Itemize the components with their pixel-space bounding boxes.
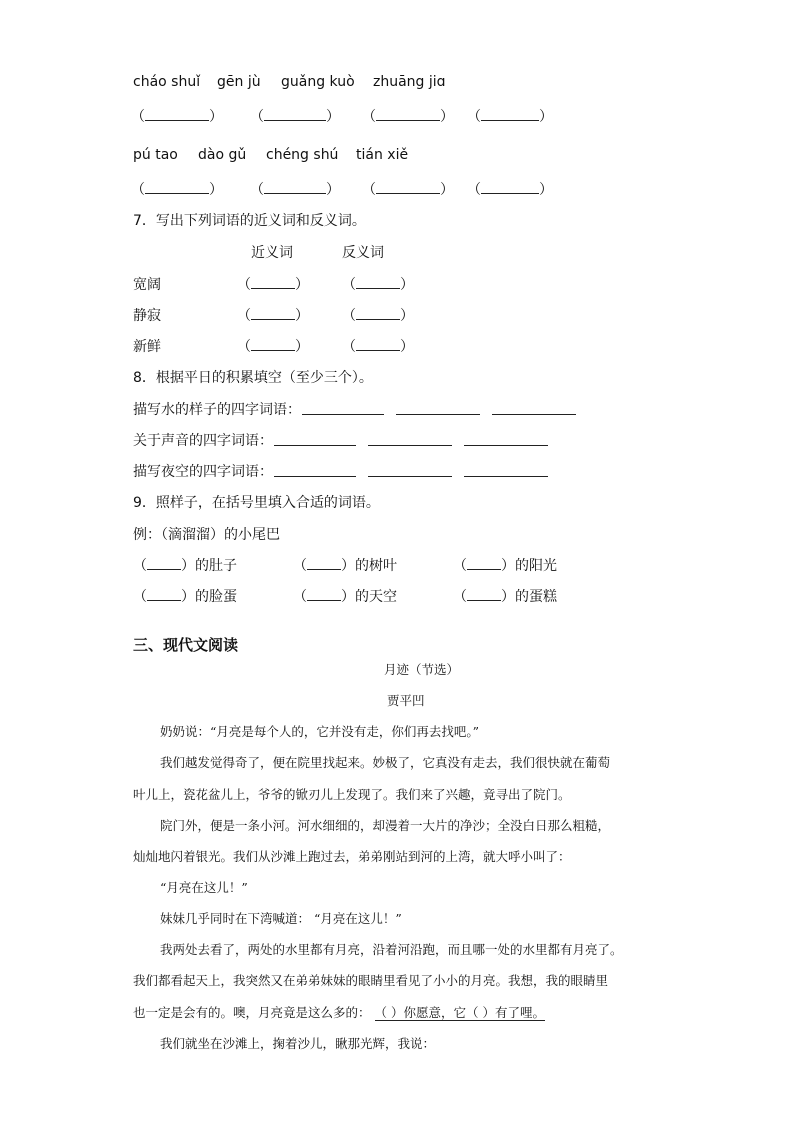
pinyin-item: zhuāng jiɑ <box>373 74 446 90</box>
answer-blank[interactable]: （ ） <box>131 182 223 198</box>
pinyin-item: pú tao <box>133 147 178 163</box>
pinyin-item: tián xiě <box>356 147 409 163</box>
passage-line: 奶奶说：“月亮是每个人的，它并没有走，你们再去找吧。” <box>160 724 480 739</box>
question-9-title: 9．照样子，在括号里填入合适的词语。 <box>133 495 380 511</box>
passage-line: 叶儿上，瓷花盆儿上，爷爷的锨刃儿上发现了。我们来了兴趣，竟寻出了院门。 <box>133 787 571 802</box>
fill-line[interactable] <box>274 445 356 446</box>
fill-line[interactable] <box>492 414 576 415</box>
q7-word: 宽阔 <box>133 277 161 293</box>
passage-author: 贾平凹 <box>387 693 425 708</box>
pinyin-item: guǎng kuò <box>281 74 355 90</box>
synonym-blank[interactable]: （ ） <box>237 277 309 293</box>
q9-item[interactable]: （ ）的肚子 <box>133 558 237 574</box>
pinyin-item: gēn jù <box>217 74 261 90</box>
passage-line: 也一定是会有的。噢，月亮竟是这么多的： （ ）你愿意，它（ ）有了哩。 <box>133 1005 545 1020</box>
answer-blank[interactable]: （ ） <box>131 109 223 125</box>
passage-line: 我们都看起天上，我突然又在弟弟妹妹的眼睛里看见了小小的月亮。我想，我的眼睛里 <box>133 973 609 988</box>
fill-line[interactable] <box>368 445 452 446</box>
fill-line[interactable] <box>274 476 356 477</box>
question-7-title: 7．写出下列词语的近义词和反义词。 <box>133 213 366 229</box>
column-header-synonym: 近义词 <box>251 245 293 261</box>
q9-item[interactable]: （ ）的树叶 <box>293 558 397 574</box>
synonym-blank[interactable]: （ ） <box>237 339 309 355</box>
section-heading: 三、现代文阅读 <box>133 636 239 654</box>
answer-blank[interactable]: （ ） <box>362 109 454 125</box>
answer-blank[interactable]: （ ） <box>250 182 340 198</box>
antonym-blank[interactable]: （ ） <box>342 277 414 293</box>
answer-blank[interactable]: （ ） <box>362 182 454 198</box>
antonym-blank[interactable]: （ ） <box>342 308 414 324</box>
fill-line[interactable] <box>368 476 452 477</box>
fill-line[interactable] <box>464 445 548 446</box>
synonym-blank[interactable]: （ ） <box>237 308 309 324</box>
fill-line[interactable] <box>302 414 384 415</box>
q7-word: 静寂 <box>133 308 161 324</box>
fill-in-sentence[interactable]: （ ）你愿意，它（ ）有了哩。 <box>374 1005 545 1020</box>
answer-blank[interactable]: （ ） <box>250 109 340 125</box>
passage-title: 月迹（节选） <box>384 662 460 677</box>
antonym-blank[interactable]: （ ） <box>342 339 414 355</box>
pinyin-item: cháo shuǐ <box>133 74 201 90</box>
passage-line: 院门外，便是一条小河。河水细细的，却漫着一大片的净沙；全没白日那么粗糙， <box>160 818 611 833</box>
column-header-antonym: 反义词 <box>342 245 384 261</box>
passage-line: “月亮在这儿！” <box>160 880 248 895</box>
passage-line: 我两处去看了，两处的水里都有月亮，沿着河沿跑，而且哪一处的水里都有月亮了。 <box>160 942 623 957</box>
passage-line: 妹妹几乎同时在下湾喊道： “月亮在这儿！” <box>160 911 402 926</box>
q7-word: 新鲜 <box>133 339 161 355</box>
example-line: 例：（滴溜溜）的小尾巴 <box>133 527 280 543</box>
answer-blank[interactable]: （ ） <box>467 182 553 198</box>
answer-blank[interactable]: （ ） <box>467 109 553 125</box>
q9-item[interactable]: （ ）的蛋糕 <box>453 589 557 605</box>
q8-item: 描写夜空的四字词语： <box>133 464 273 480</box>
q9-item[interactable]: （ ）的脸蛋 <box>133 589 237 605</box>
q9-item[interactable]: （ ）的阳光 <box>453 558 557 574</box>
q8-item: 关于声音的四字词语： <box>133 433 273 449</box>
pinyin-item: chéng shú <box>266 147 339 163</box>
question-8-title: 8．根据平日的积累填空（至少三个）。 <box>133 370 373 386</box>
fill-line[interactable] <box>396 414 480 415</box>
q9-item[interactable]: （ ）的天空 <box>293 589 397 605</box>
passage-line: 我们越发觉得奇了，便在院里找起来。妙极了，它真没有走去，我们很快就在葡萄 <box>160 755 611 770</box>
fill-line[interactable] <box>464 476 548 477</box>
passage-line: 我们就坐在沙滩上，掬着沙儿，瞅那光辉，我说： <box>160 1036 436 1051</box>
q8-item: 描写水的样子的四字词语： <box>133 402 301 418</box>
passage-line: 灿灿地闪着银光。我们从沙滩上跑过去，弟弟刚站到河的上湾，就大呼小叫了： <box>133 849 571 864</box>
pinyin-item: dào gǔ <box>198 147 247 163</box>
